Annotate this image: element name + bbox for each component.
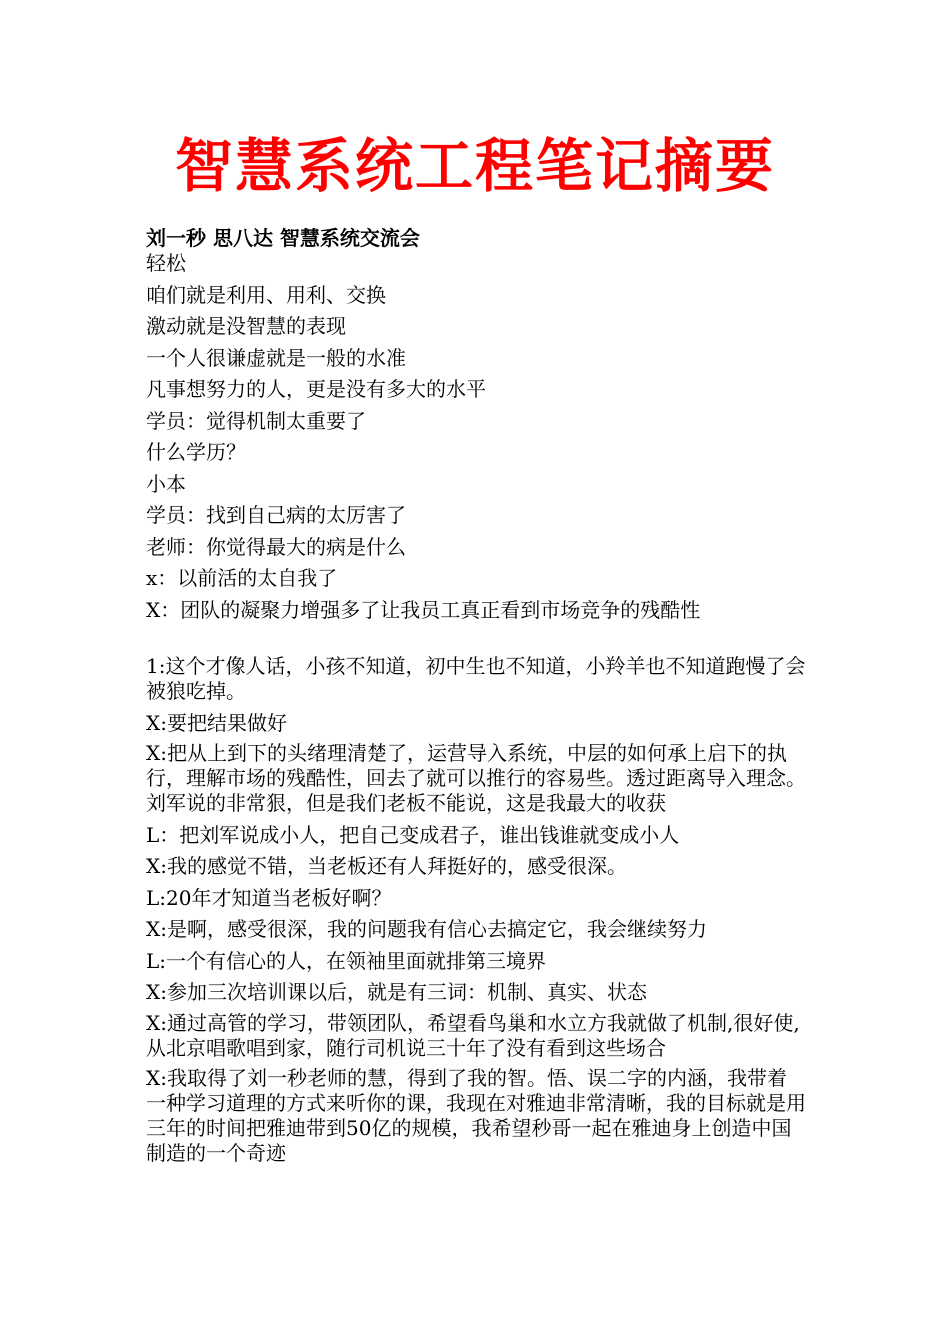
- document-title: 智慧系统工程笔记摘要: [174, 132, 775, 200]
- text-line: 学员：觉得机制太重要了: [146, 408, 366, 433]
- text-line: 一个人很谦虚就是一般的水准: [146, 345, 406, 370]
- text-line: 咱们就是利用、用利、交换: [146, 282, 386, 307]
- paragraph: X:通过高管的学习，带领团队，希望看鸟巢和水立方我就做了机制,很好使,从北京唱歌唱到家，随行司机说三十年了没有看到这些场合: [146, 1010, 800, 1060]
- paragraph: L:一个有信心的人，在领袖里面就排第三境界: [146, 948, 547, 973]
- document-subtitle: 刘一秒 思八达 智慧系统交流会: [146, 226, 420, 250]
- paragraph: X:是啊，感受很深，我的问题我有信心去搞定它，我会继续努力: [146, 917, 707, 941]
- document-body: [146, 250, 806, 1172]
- paragraph: X:我取得了刘一秒老师的慧，得到了我的智。悟、误二字的内涵，我带着一种学习道理的方式来听你的课，我现在对雅迪非常清晰，我的目标就是用三年的时间把雅迪带到50亿的规模，我希望秒哥一起在雅迪身上创造中国制造的一个奇迹: [146, 1066, 806, 1165]
- text-line: 激动就是没智慧的表现: [146, 314, 346, 338]
- text-line: x：以前活的太自我了: [146, 566, 338, 590]
- text-line: 什么学历？: [146, 440, 246, 464]
- paragraph: X:我的感觉不错，当老板还有人拜挺好的，感受很深。: [146, 854, 627, 878]
- paragraph: X:要把结果做好: [146, 710, 287, 735]
- paragraph: L：把刘军说成小人，把自己变成君子，谁出钱谁就变成小人: [146, 822, 680, 847]
- text-line: 老师：你觉得最大的病是什么: [146, 534, 406, 559]
- paragraph: X:参加三次培训课以后，就是有三词：机制、真实、状态: [146, 980, 647, 1004]
- text-line: 凡事想努力的人，更是没有多大的水平: [146, 377, 486, 401]
- paragraph: 1:这个才像人话，小孩不知道，初中生也不知道，小羚羊也不知道跑慢了会被狼吃掉。: [146, 654, 806, 703]
- text-line: 学员：找到自己病的太厉害了: [146, 503, 406, 527]
- paragraph: X:把从上到下的头绪理清楚了，运营导入系统，中层的如何承上启下的执行，理解市场的残酷性，回去了就可以推行的容易些。透过距离导入理念。刘军说的非常狠，但是我们老板不能说，这是我最大的收获: [146, 741, 806, 815]
- text-line: X：团队的凝聚力增强多了让我员工真正看到市场竞争的残酷性: [146, 597, 701, 622]
- paragraph: L:20年才知道当老板好啊？: [146, 885, 392, 910]
- blank-line: [146, 628, 806, 654]
- text-line: 小本: [146, 471, 186, 496]
- text-line: 轻松: [146, 251, 186, 275]
